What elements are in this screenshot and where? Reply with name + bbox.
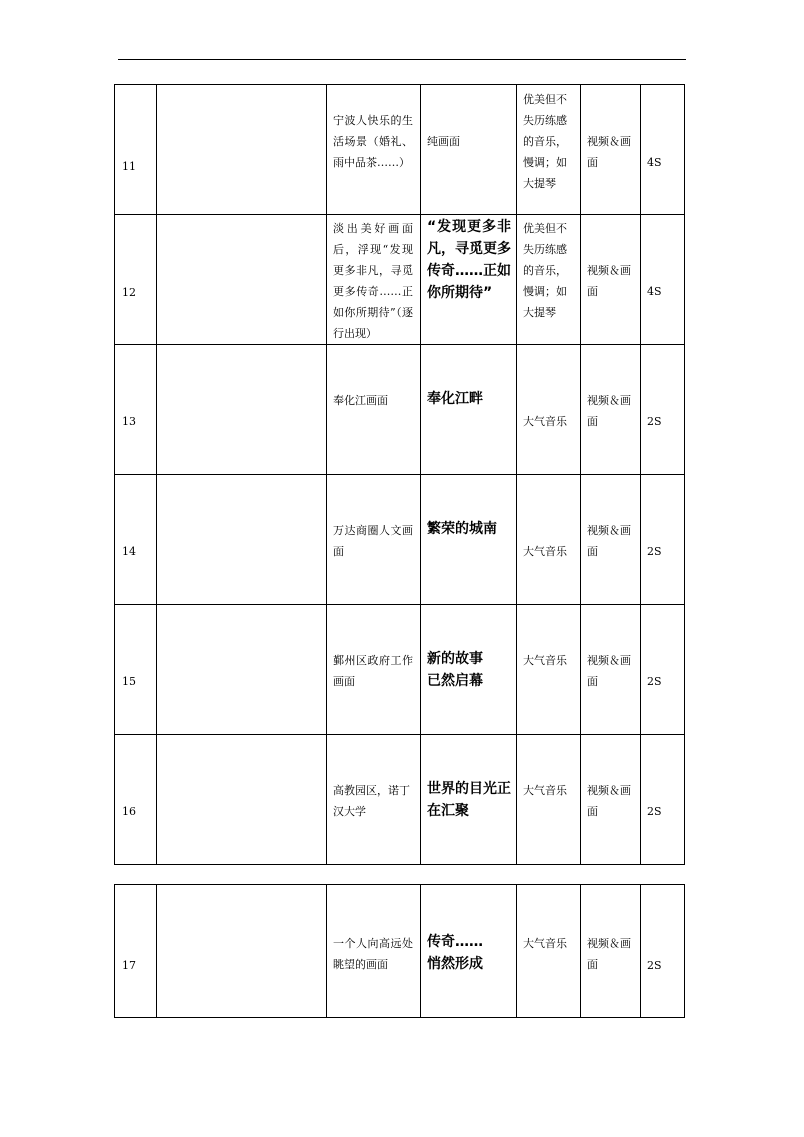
table-row-15 [115,605,685,735]
duration: 2S [647,959,662,972]
duration: 2S [647,805,662,818]
type-cell [581,85,641,215]
shot-number: 12 [122,286,136,299]
title-text: 世界的目光正在汇聚 [427,781,511,819]
title-text: 纯画面 [427,135,460,148]
scene-description: 万达商圈人文画面 [333,524,413,558]
media-type: 视频＆画面 [587,394,631,428]
duration: 4S [647,156,662,169]
title-text: 传奇……悄然形成 [427,934,483,972]
duration: 2S [647,415,662,428]
duration-cell [641,85,685,215]
shot-number: 11 [122,160,136,173]
shot-number: 15 [122,675,136,688]
music-description: 大气音乐 [523,937,567,950]
media-type: 视频＆画面 [587,135,631,169]
scene-cell [327,85,421,215]
media-type: 视频＆画面 [587,784,631,818]
table-row-12 [115,215,685,345]
title-text: 繁荣的城南 [427,521,497,537]
music-description: 大气音乐 [523,545,567,558]
music-description: 优美但不失历练感的音乐，慢调；如大提琴 [523,93,567,190]
music-description: 大气音乐 [523,415,567,428]
shot-number: 16 [122,805,136,818]
media-type: 视频＆画面 [587,937,631,971]
table-row-13 [115,345,685,475]
music-description: 大气音乐 [523,784,567,797]
storyboard-table [114,84,685,865]
storyboard-table-continued [114,884,685,1018]
title-text: “发现更多非凡，寻觅更多传奇……正如你所期待” [427,219,511,301]
media-type: 视频＆画面 [587,264,631,298]
duration: 4S [647,285,662,298]
shot-number: 13 [122,415,136,428]
music-description: 优美但不失历练感的音乐，慢调；如大提琴 [523,222,567,319]
music-cell [517,85,581,215]
shot-number: 14 [122,545,136,558]
duration: 2S [647,675,662,688]
table-row-17 [115,885,685,1018]
image-cell [157,85,327,215]
scene-description: 淡出美好画面后，浮现“发现更多非凡，寻觅更多传奇……正如你所期待”（逐行出现） [333,222,413,340]
table-row-11 [115,85,685,215]
scene-description: 宁波人快乐的生活场景（婚礼、雨中品茶……） [333,114,413,169]
shot-number-cell [115,85,157,215]
media-type: 视频＆画面 [587,654,631,688]
scene-description: 鄞州区政府工作画面 [333,654,413,688]
title-text: 奉化江畔 [427,391,483,407]
header-rule [118,59,686,60]
scene-description: 一个人向高远处眺望的画面 [333,937,413,971]
scene-description: 奉化江画面 [333,394,388,407]
scene-description: 高教园区，诺丁汉大学 [333,784,410,818]
title-text: 新的故事已然启幕 [427,651,483,689]
title-cell [421,85,517,215]
table-row-14 [115,475,685,605]
shot-number: 17 [122,959,136,972]
table-row-16 [115,735,685,865]
duration: 2S [647,545,662,558]
music-description: 大气音乐 [523,654,567,667]
media-type: 视频＆画面 [587,524,631,558]
